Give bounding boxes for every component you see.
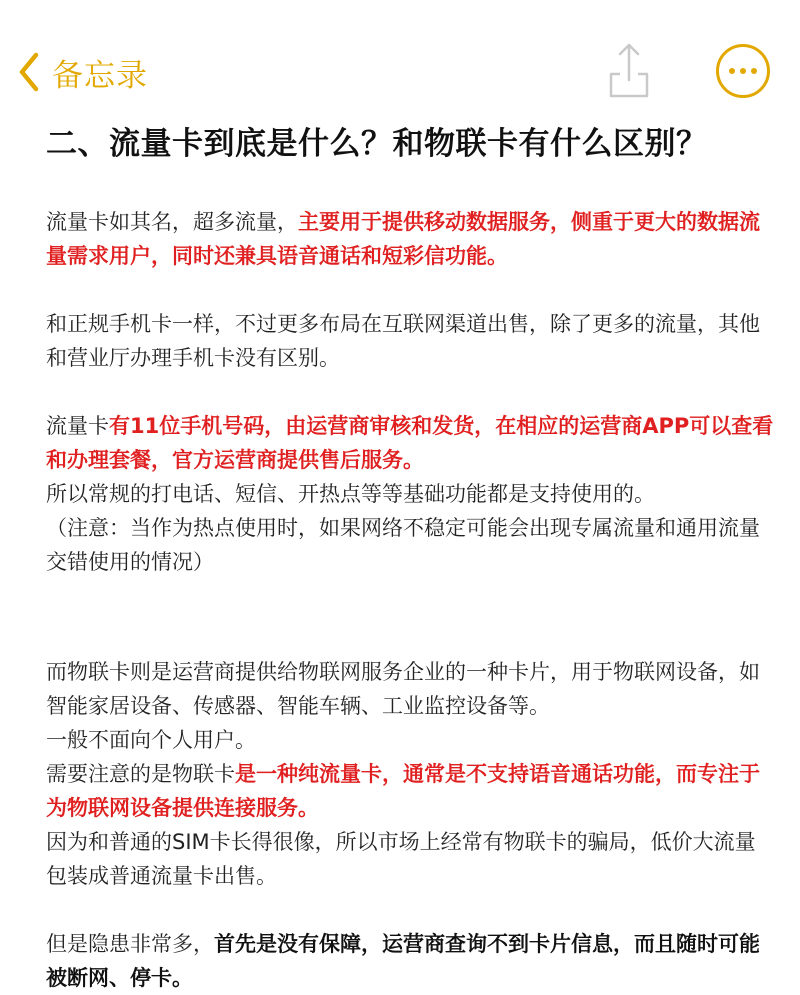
back-label: 备忘录 — [52, 57, 148, 94]
more-dot — [740, 68, 746, 74]
text-highlight-red: 主要用于提供移动数据服务，侧重于更大的数据流量需求用户，同时还兼具语音通话和短彩信功能。 — [46, 210, 760, 268]
text-highlight-red: 是一种纯流量卡，通常是不支持语音通话功能，而专注于为物联网设备提供连接服务。 — [46, 762, 760, 820]
text-plain: 而物联卡则是运营商提供给物联网服务企业的一种卡片，用于物联网设备，如智能家居设备、传感器、智能车辆、工业监控设备等。 — [46, 660, 760, 718]
paragraph-iot-card-note — [46, 757, 776, 825]
paragraph-flow-card-intro — [46, 205, 776, 273]
text-plain: 流量卡 — [46, 414, 109, 438]
paragraph-line: 一般不面向个人用户。 — [46, 728, 256, 752]
text-plain: 但是隐患非常多， — [46, 932, 214, 956]
paragraph-flow-card-channel — [46, 307, 776, 375]
note-title: 二、流量卡到底是什么？和物联卡有什么区别？ — [46, 126, 708, 162]
more-dot — [751, 68, 757, 74]
back-button[interactable] — [18, 46, 148, 98]
text-bold: 首先是没有保障，运营商查询不到卡片信息，而且随时可能被断网、停卡。 — [46, 932, 760, 990]
paragraph-line: 所以常规的打电话、短信、开热点等等基础功能都是支持使用的。 — [46, 482, 655, 506]
text-plain: 需要注意的是物联卡 — [46, 762, 235, 786]
chevron-left-icon — [18, 52, 40, 92]
paragraph-flow-card-details — [46, 409, 776, 477]
paragraph-risks — [46, 927, 776, 995]
more-dot — [729, 68, 735, 74]
share-button[interactable] — [604, 40, 654, 100]
navigation-bar — [0, 0, 800, 110]
paragraph-line: 因为和普通的SIM卡长得很像，所以市场上经常有物联卡的骗局，低价大流量包装成普通流量卡出售。 — [46, 830, 756, 888]
text-plain: 流量卡如其名，超多流量， — [46, 210, 298, 234]
share-icon — [604, 40, 654, 100]
paragraph-note: （注意：当作为热点使用时，如果网络不稳定可能会出现专属流量和通用流量交错使用的情况） — [46, 516, 760, 574]
note-body — [46, 205, 776, 995]
text-plain: 和正规手机卡一样，不过更多布局在互联网渠道出售，除了更多的流量，其他和营业厅办理手机卡没有区别。 — [46, 312, 760, 370]
text-highlight-red: 有11位手机号码，由运营商审核和发货，在相应的运营商APP可以查看和办理套餐，官方运营商提供售后服务。 — [46, 414, 774, 472]
more-options-button[interactable] — [716, 44, 770, 98]
paragraph-iot-card-intro — [46, 655, 776, 723]
